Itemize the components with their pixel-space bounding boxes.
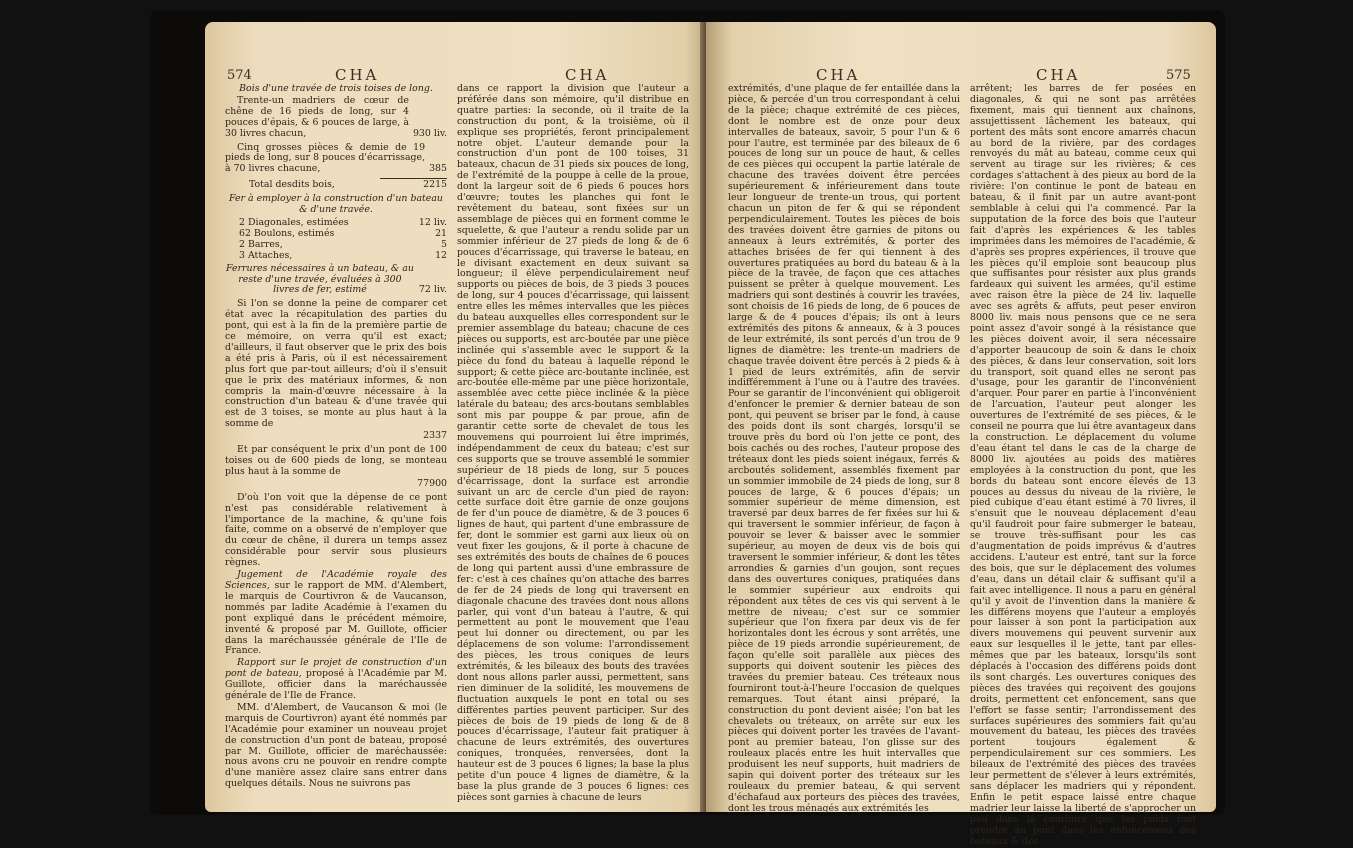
list-item: 62 Boulons, estimés 21 xyxy=(239,227,447,239)
paragraph: Si l'on se donne la peine de comparer cet état avec la récapitulation des parties du pont, qui est à la fin de la première partie de ce mémoire, on verra qu'il est exact; d'ailleurs, il faut observer que le prix des bois a été pris à Paris, où il est nécessairement plus fort que par-tout ailleurs; d'où il s'ensuit que le prix des matériaux informes, & non compris la main-d'œuvre nécessaire à la construction d'un bateau & d'une travée qui est de 3 toises, se monte au plus haut à la somme de xyxy=(225,298,447,430)
paragraph: Cinq grosses pièces & demie de 19 pieds de long, sur 8 pouces d'écarrissage, à 70 livres chacune, xyxy=(225,141,426,175)
left-page-column-1 xyxy=(225,84,447,791)
total-label: Total desdits bois, xyxy=(249,179,335,191)
paragraph: sur le rapport de MM. d'Alembert, le marquis de Courtivron & de Vaucanson, nommés par ladite Académie à l'examen du pont expliqué dans le précédent mémoire, inventé & proposé par M. Guillote, officier dans la maréchaussée générale de l'Ile de France. xyxy=(225,579,447,657)
left-page xyxy=(205,22,710,812)
paragraph: Et par conséquent le prix d'un pont de 100 toises ou de 600 pieds de long, se monteau plus haut à la somme de xyxy=(225,444,447,477)
amount: 72 liv. xyxy=(418,284,447,296)
paragraph: proposé à l'Académie par M. Guillote, officier dans la maréchaussée générale de l'Ile de France. xyxy=(225,668,447,702)
total-value: 2215 xyxy=(423,179,447,191)
page-number-left: 574 xyxy=(227,68,252,83)
list-item: 2 Diagonales, estimées 12 liv. xyxy=(239,216,447,228)
paragraph: D'où l'on voit que la dépense de ce pont n'est pas considérable relativement à l'importance de la machine, & qu'une fois faite, comme on a observé de n'employer que du cœur de chêne, il durera un temps assez considérable pour servir sous plusieurs règnes. xyxy=(225,491,447,569)
paragraph: extrémités, d'une plaque de fer entaillée dans la pièce, & percée d'un trou correspondant à celui de la pièce; chaque extrémité de ces pièces, dont le nombre est de onze pour deux intervalles de bateaux, savoir, 5 pour l'un & 6 pour l'autre, est terminée par des bileaux de 6 pouces de long sur un pouce de haut, & celles de ces pièces qui occupent la partie latérale de chacune des travées doivent être percées supérieurement & inférieurement dans toute leur longueur de trente-un trous, qui portent chacun un piton de fer & qui se répondent perpendiculairement. Toutes les pièces de bois des travées doivent être garnies de pitons ou anneaux à leurs extrémités, & porter des attaches brisées de fer qui tiennent à des ouvertures pratiquées au bord du bateau & à la pièce de la travée, de façon que ces attaches puissent se prêter à quelque mouvement. Les madriers qui sont destinés à couvrir les travées, sont choisis de 16 pieds de long, de 6 pouces de large & de 4 pouces d'épais; ils ont à leurs extrémités des pitons & anneaux, & à 3 pouces de leur extrémité, ils sont percés d'un trou de 9 lignes de diamètre: les trente-un madriers de chaque travée doivent être percés à 2 pieds & à 1 pied de leurs extrémités, afin de servir indifféremment à l'une ou à l'autre des travées. Pour se garantir de l'inconvénient qui obligeroit d'enfoncer le premier & dernier bateau de son pont, qui peuvent se briser par le fond, à cause des poids dont ils sont chargés, lorsqu'il se trouve près du bord où l'on jette ce pont, des bois cachés ou des roches, l'auteur propose des tréteaux dont les pieds soient inégaux, ferrés & arcboutés solidement, assemblés fixement par un sommier immobile de 24 pieds de long, sur 8 pouces de large, & 6 pouces d'épais; un sommier supérieur de même dimension, est traversé par deux barres de fer fixées sur lui & qui traversent le sommier inférieur, de façon à pouvoir se lever & baisser avec le sommier supérieur, au moyen de deux vis de bois qui traversent le sommier inférieur, & dont les têtes arrondies & garnies d'un goujon, sont reçues dans des ouvertures coniques, pratiquées dans le sommier supérieur aux endroits qui répondent aux têtes de ces vis qui servent à le mettre de niveau; c'est sur ce sommier supérieur que l'on fixera par deux vis de fer horizontales dont les écrous y sont arrêtés, une pièce de 19 pieds arrondie supérieurement, de façon qu'elle soit parallèle aux pièces des supports qui doivent soutenir les pièces des travées du premier bateau. Ces tréteaux nous fourniront tout-à-l'heure l'occasion de quelques remarques. Tout étant ainsi préparé, la construction du pont devient aisée; l'on bat les chevalets ou tréteaux, on arrête sur eux les pièces qui doivent porter les travées de l'avant-pont au premier bateau, l'on glisse sur des rouleaux placés entre les huit intervalles que produisent les neuf supports, huit madriers de sapin qui doivent porter des tréteaux sur les rouleaux du premier bateau, & qui servent d'échafaud aux porteurs des pièces des travées, dont les trous ménagés aux extrémités les xyxy=(728,83,960,814)
caption: Ferrures nécessaires à un bateau, & au reste d'une travée, évaluées à 300 livres de fer, estimé xyxy=(226,262,414,296)
amount: 930 liv. xyxy=(412,127,447,139)
paragraph: arrêtent; les barres de fer posées en diagonales, & qui ne sont pas arrêtées fixement, mais qui tiennent aux chaînons, assujettissent lâchement les bateaux, qui portent des mâts sont encore amarrés chacun au bord de la rivière, par des cordages renvoyés du mât au bateau, comme ceux qui servent au tirage sur les rivières; & ces cordages s'attachent à des pieux au bord de la rivière: l'on continue le pont de bateau en bateau, & il finit par un autre avant-pont semblable à celui qui l'a commencé. Par la supputation de la force des bois que l'auteur fait d'après les expériences & les tables imprimées dans les mémoires de l'académie, & d'après ses propres expériences, il trouve que les pièces qu'il emploie sont beaucoup plus que suffisantes pour résister aux plus grands fardeaux qui suivent les armées, qu'il estime avec raison être la pièce de 24 liv. laquelle avec ses agrêts & affuts, peut peser environ 8000 liv. mais nous pensons que ce ne sera point assez d'avoir songé à la résistance que les pièces doivent avoir, il sera nécessaire d'apporter beaucoup de soin & dans le choix des pièces, & dans leur conservation, soit lors du transport, soit quand elles ne seront pas d'usage, pour les garantir de l'inconvénient d'arquer. Pour parer en partie à l'inconvénient de l'arcuation, l'auteur peut alonger les ouvertures de l'extrémité de ses pièces, & le conseil ne pourra que lui être avantageux dans la construction. Le déplacement du volume d'eau étant tel dans le cas de la charge de 8000 liv. ajoutées au poids des matières employées à la construction du pont, que les bords du bateau sont encore élevés de 13 pouces au dessus du niveau de la rivière, le pied cubique d'eau étant estimé à 70 livres, il s'ensuit que le nouveau déplacement d'eau qu'il faudroit pour faire submerger le bateau, se trouve très-suffisant pour les cas d'augmentation de poids imprévus & d'autres accidens. L'auteur est entré, tant sur la force des bois, que sur le déplacement des volumes d'eau, dans un détail clair & suffisant qu'il a fait avec intelligence. Il nous a paru en général qu'il y avoit de l'invention dans la manière & les différens moyens que l'auteur a employés pour laisser à son pont la participation aux divers mouvemens qui peuvent survenir aux eaux sur lesquelles il le jette, tant par elles-mêmes que par les bateaux, lorsqu'ils sont déplacés à l'occasion des différens poids dont ils sont chargés. Les ouvertures coniques des pièces des travées qui reçoivent des goujons droits, permettent cet enfoncement, sans que l'effort se fasse sentir; l'arrondissement des surfaces supérieures des sommiers fait qu'au mouvement du bateau, les pièces des travées portent toujours également & perpendiculairement sur ces sommiers. Les bileaux de l'extrémité des pièces des travées leur permettent de s'élever à leurs extrémités, sans déplacer les madriers qui y répondent. Enfin le petit espace laissé entre chaque madrier leur laisse la liberté de s'approcher un peu dans la courbure que les poids font prendre au pont dans les enfoncemens des bateaux & des xyxy=(970,83,1196,847)
paragraph: MM. d'Alembert, de Vaucanson & moi (le marquis de Courtivron) ayant été nommés par l'Académie pour examiner un nouveau projet de construction d'un pont de bateau, proposé par M. Guillote, officier de maréchaussée: nous avons cru ne pouvoir en rendre compte d'une manière assez claire sans entrer dans quelques détails. Nous ne suivrons pas xyxy=(225,701,447,790)
amount: 385 xyxy=(429,163,447,175)
running-header-right: CHA xyxy=(565,66,610,84)
left-page-column-2 xyxy=(457,84,689,805)
right-page-column-2 xyxy=(970,84,1196,848)
paragraph: dans ce rapport la division que l'auteur a préférée dans son mémoire, qu'il distribue en quatre parties: la seconde, où il traite de la construction du pont, & la troisième, où il explique ses propriétés, feront principalement notre objet. L'auteur demande pour la construction d'un pont de 100 toises, 31 bateaux, chacun de 31 pieds six pouces de long, de l'extrémité de la pouppe à celle de la proue, dont la largeur soit de 6 pieds 6 pouces hors d'œuvre; toutes les planches qui font le revêtement du bateau, sont fixées sur un assemblage de pièces qui en forment comme le squelette, & que l'auteur a rendu solide par un sommier inférieur de 27 pieds de long & de 6 pouces d'écarrissage, qui traverse le bateau, en le divisant exactement en deux suivant sa longueur; il élève perpendiculairement neuf supports ou pièces de bois, de 3 pieds 3 pouces de long, sur 4 pouces d'écarrissage, qui laissent entre elles les mêmes intervalles que les pièces du bateau auxquelles elles correspondent sur le premier assemblage du bateau; chacune de ces pièces ou supports, est arc-boutée par une pièce inclinée qui s'assemble avec le support & la pièce du fond du bateau à laquelle répond le support; & cette pièce arc-boutante inclinée, est arc-boutée elle-même par une pièce horizontale, assemblée avec cette pièce inclinée & la pièce latérale du bateau; des arcs-boutans semblables sont mis par pouppe & par proue, afin de garantir cette sorte de chevalet de tous les mouvemens qui pourroient lui être imprimés, indépendamment de ceux du bateau; c'est sur ces supports que se trouve assemblé le sommier supérieur de 18 pieds de long, sur 5 pouces d'écarrissage, dont la surface est arrondie suivant un arc de cercle d'un pied de rayon: cette surface doit être garnie de onze goujons de fer d'un pouce de diamètre, & de 3 pouces 6 lignes de haut, qui partent d'une embrassure de fer, dont le sommier est garni aux lieux où on veut fixer les goujons, & il porte à chacune de ses extrémités des bouts de chaînes de 6 pouces de long qui partent aussi d'une embrassure de fer: c'est à ces chaînes qu'on attache des barres de fer de 24 pieds de long qui traversent en diagonale chacune des travées dont nous allons parler, qui vont d'un bateau à l'autre, & qui permettent au pont le mouvement que l'eau peut lui donner ou directement, ou par les déplacemens de son volume: l'arrondissement des pièces, les trous coniques de leurs extrémités, & les bileaux des bouts des travées dont nous allons parler aussi, permettent, sans rien diminuer de la solidité, les mouvemens de fluctuation auxquels le pont en total ou ses différentes parties peuvent participer. Sur des pièces de bois de 19 pieds de long & de 8 pouces d'écarrissage, l'auteur fait pratiquer à chacune de leurs extrémités, des ouvertures coniques, tronquées, renversées, dont la hauteur est de 3 pouces 6 lignes; la base la plus petite d'un pouce 4 lignes de diamètre, & la base la plus grande de 3 pouces 6 lignes: ces pièces sont garnies à chacune de leurs xyxy=(457,83,689,803)
italic-heading: Rapport sur le projet de construction d'un pont de bateau, xyxy=(225,657,447,680)
amount: 2337 xyxy=(423,430,447,442)
iron-list xyxy=(225,218,447,262)
amount: 77900 xyxy=(417,477,447,489)
caption: Bois d'une travée de trois toises de long. xyxy=(239,83,433,94)
list-item: 2 Barres, 5 xyxy=(239,238,447,250)
running-header-left: CHA xyxy=(335,66,380,84)
list-item: 3 Attaches, 12 xyxy=(239,249,447,261)
caption: Fer à employer à la construction d'un bateau & d'une travée. xyxy=(229,193,443,216)
running-header-left: CHA xyxy=(816,66,861,84)
running-header-right: CHA xyxy=(1036,66,1081,84)
paragraph: Trente-un madriers de cœur de chêne de 16 pieds de long, sur 4 pouces d'épais, & 6 pouces de large, à 30 livres chacun, xyxy=(225,94,409,139)
right-page-column-1 xyxy=(728,84,960,816)
italic-heading: Jugement de l'Académie royale des Sciences, xyxy=(225,569,447,591)
page-number-right: 575 xyxy=(1166,68,1191,83)
right-page xyxy=(706,22,1216,847)
